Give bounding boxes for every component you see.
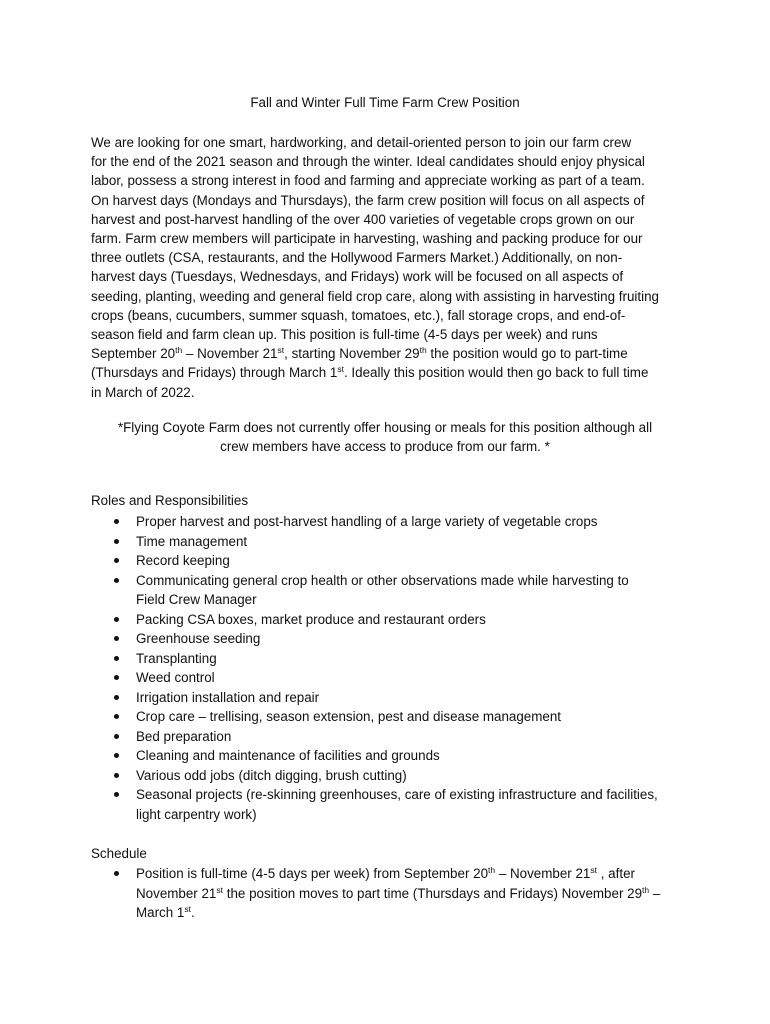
- list-item: [114, 649, 684, 669]
- list-item-line: Transplanting: [136, 650, 217, 666]
- notice-line: crew members have access to produce from our farm. *: [220, 439, 550, 454]
- list-item: [114, 610, 684, 630]
- list-item-line: Irrigation installation and repair: [136, 689, 320, 705]
- paragraph-line: for the end of the 2021 season and through the winter. Ideal candidates should enjoy physical: [91, 154, 645, 170]
- list-item-line: Field Crew Manager: [136, 592, 257, 607]
- intro-paragraph: [91, 133, 691, 402]
- schedule-line: [136, 903, 684, 923]
- list-item-text: [136, 766, 684, 786]
- paragraph-line: in March of 2022.: [91, 384, 195, 400]
- list-item-line: light carpentry work): [136, 806, 257, 822]
- text-run: the position would go to part-time: [426, 346, 628, 362]
- bullet-icon: [114, 675, 119, 680]
- list-item-text: [136, 746, 684, 766]
- paragraph-line: On harvest days (Mondays and Thursdays), the farm crew position will focus on all aspects of: [91, 192, 645, 208]
- schedule-list: [114, 864, 684, 923]
- superscript: th: [488, 865, 496, 875]
- text-run: (Thursdays and Fridays) through March 1: [91, 365, 338, 381]
- roles-list: [114, 512, 684, 824]
- paragraph-line: crops (beans, cucumbers, summer squash, tomatoes, etc.), fall storage crops, and end-of-: [91, 307, 626, 323]
- list-item: [114, 746, 684, 766]
- list-item: [114, 785, 684, 824]
- list-item-text: [136, 610, 684, 630]
- list-item-line: Weed control: [136, 670, 215, 685]
- text-run: Position is full-time (4-5 days per week) from September 20: [136, 866, 489, 881]
- housing-notice: [90, 418, 680, 456]
- notice-line: *Flying Coyote Farm does not currently offer housing or meals for this position although all: [117, 420, 653, 435]
- list-item: [114, 551, 684, 571]
- list-item: [114, 512, 684, 532]
- text-run: – November 21: [182, 346, 278, 362]
- paragraph-line: harvest and post-harvest handling of the over 400 varieties of vegetable crops grown on our: [91, 211, 635, 227]
- list-item-line: Proper harvest and post-harvest handling of a large variety of vegetable crops: [136, 514, 598, 529]
- superscript: st: [216, 884, 224, 895]
- paragraph-line: [91, 363, 691, 382]
- list-item-line: Packing CSA boxes, market produce and restaurant orders: [136, 611, 486, 627]
- text-run: September 20: [91, 346, 176, 362]
- list-item-text: [136, 707, 684, 727]
- list-item-line: Communicating general crop health or other observations made while harvesting to: [136, 572, 629, 588]
- paragraph-line: We are looking for one smart, hardworking, and detail-oriented person to join our farm crew: [91, 135, 632, 150]
- list-item: [114, 864, 684, 923]
- paragraph-line: labor, possess a strong interest in food and farming and appreciate working as part of a team.: [91, 173, 645, 189]
- list-item-text: [136, 727, 684, 747]
- list-item-text: [136, 864, 684, 923]
- text-run: November 21: [136, 885, 217, 901]
- paragraph-line: seeding, planting, weeding and general field crop care, along with assisting in harvesting fruiting: [91, 288, 659, 304]
- bullet-icon: [114, 695, 119, 700]
- text-run: , starting November 29: [284, 346, 420, 362]
- superscript: th: [642, 884, 650, 895]
- bullet-icon: [114, 871, 119, 876]
- paragraph-line: three outlets (CSA, restaurants, and the Hollywood Farmers Market.) Additionally, on non-: [91, 250, 623, 266]
- superscript: st: [184, 904, 191, 914]
- superscript: th: [419, 345, 427, 356]
- paragraph-line: season field and farm clean up. This position is full-time (4-5 days per week) and runs: [91, 327, 598, 343]
- list-item-text: [136, 629, 684, 649]
- list-item-line: Bed preparation: [136, 728, 232, 744]
- list-item-line: Crop care – trellising, season extension, pest and disease management: [136, 709, 562, 724]
- text-run: March 1: [136, 905, 185, 920]
- schedule-line: [136, 864, 684, 884]
- bullet-icon: [114, 519, 119, 524]
- list-item-line: Various odd jobs (ditch digging, brush cutting): [136, 767, 407, 783]
- list-item: [114, 668, 684, 688]
- bullet-icon: [114, 792, 119, 797]
- superscript: st: [277, 345, 285, 356]
- bullet-icon: [114, 558, 119, 563]
- bullet-icon: [114, 578, 119, 583]
- bullet-icon: [114, 714, 119, 719]
- schedule-line: [136, 884, 684, 904]
- list-item: [114, 629, 684, 649]
- list-item-line: Record keeping: [136, 553, 230, 568]
- superscript: st: [337, 364, 344, 375]
- text-run: – November 21: [495, 866, 591, 881]
- page-title: Fall and Winter Full Time Farm Crew Position: [250, 95, 520, 110]
- list-item-text: [136, 551, 684, 571]
- list-item: [114, 688, 684, 708]
- schedule-heading: Schedule: [91, 846, 147, 861]
- list-item: [114, 766, 684, 786]
- list-item-line: Greenhouse seeding: [136, 631, 261, 646]
- bullet-icon: [114, 773, 119, 778]
- roles-heading: Roles and Responsibilities: [91, 493, 249, 508]
- bullet-icon: [114, 734, 119, 739]
- bullet-icon: [114, 753, 119, 758]
- text-run: , after: [597, 866, 635, 881]
- list-item-text: [136, 785, 684, 824]
- list-item-text: [136, 512, 684, 532]
- list-item: [114, 727, 684, 747]
- text-run: the position moves to part time (Thursdays and Fridays) November 29: [223, 885, 643, 901]
- list-item-text: [136, 649, 684, 669]
- superscript: st: [590, 865, 598, 875]
- bullet-icon: [114, 656, 119, 661]
- text-run: –: [649, 885, 661, 901]
- list-item-text: [136, 688, 684, 708]
- list-item-line: Seasonal projects (re-skinning greenhouses, care of existing infrastructure and facilities,: [136, 787, 658, 802]
- list-item: [114, 532, 684, 552]
- list-item-line: Cleaning and maintenance of facilities and grounds: [136, 748, 440, 763]
- bullet-icon: [114, 636, 119, 641]
- list-item-line: Time management: [136, 533, 248, 549]
- text-run: . Ideally this position would then go back to full time: [343, 365, 649, 381]
- bullet-icon: [114, 617, 119, 622]
- paragraph-line: harvest days (Tuesdays, Wednesdays, and Fridays) work will be focused on all aspects of: [91, 269, 624, 285]
- paragraph-line: farm. Farm crew members will participate in harvesting, washing and packing produce for our: [91, 231, 643, 247]
- list-item-text: [136, 668, 684, 688]
- list-item: [114, 707, 684, 727]
- paragraph-line: [91, 344, 691, 363]
- bullet-icon: [114, 539, 119, 544]
- list-item: [114, 571, 684, 610]
- list-item-text: [136, 532, 684, 552]
- list-item-text: [136, 571, 684, 610]
- text-run: .: [191, 905, 195, 920]
- superscript: th: [175, 345, 183, 356]
